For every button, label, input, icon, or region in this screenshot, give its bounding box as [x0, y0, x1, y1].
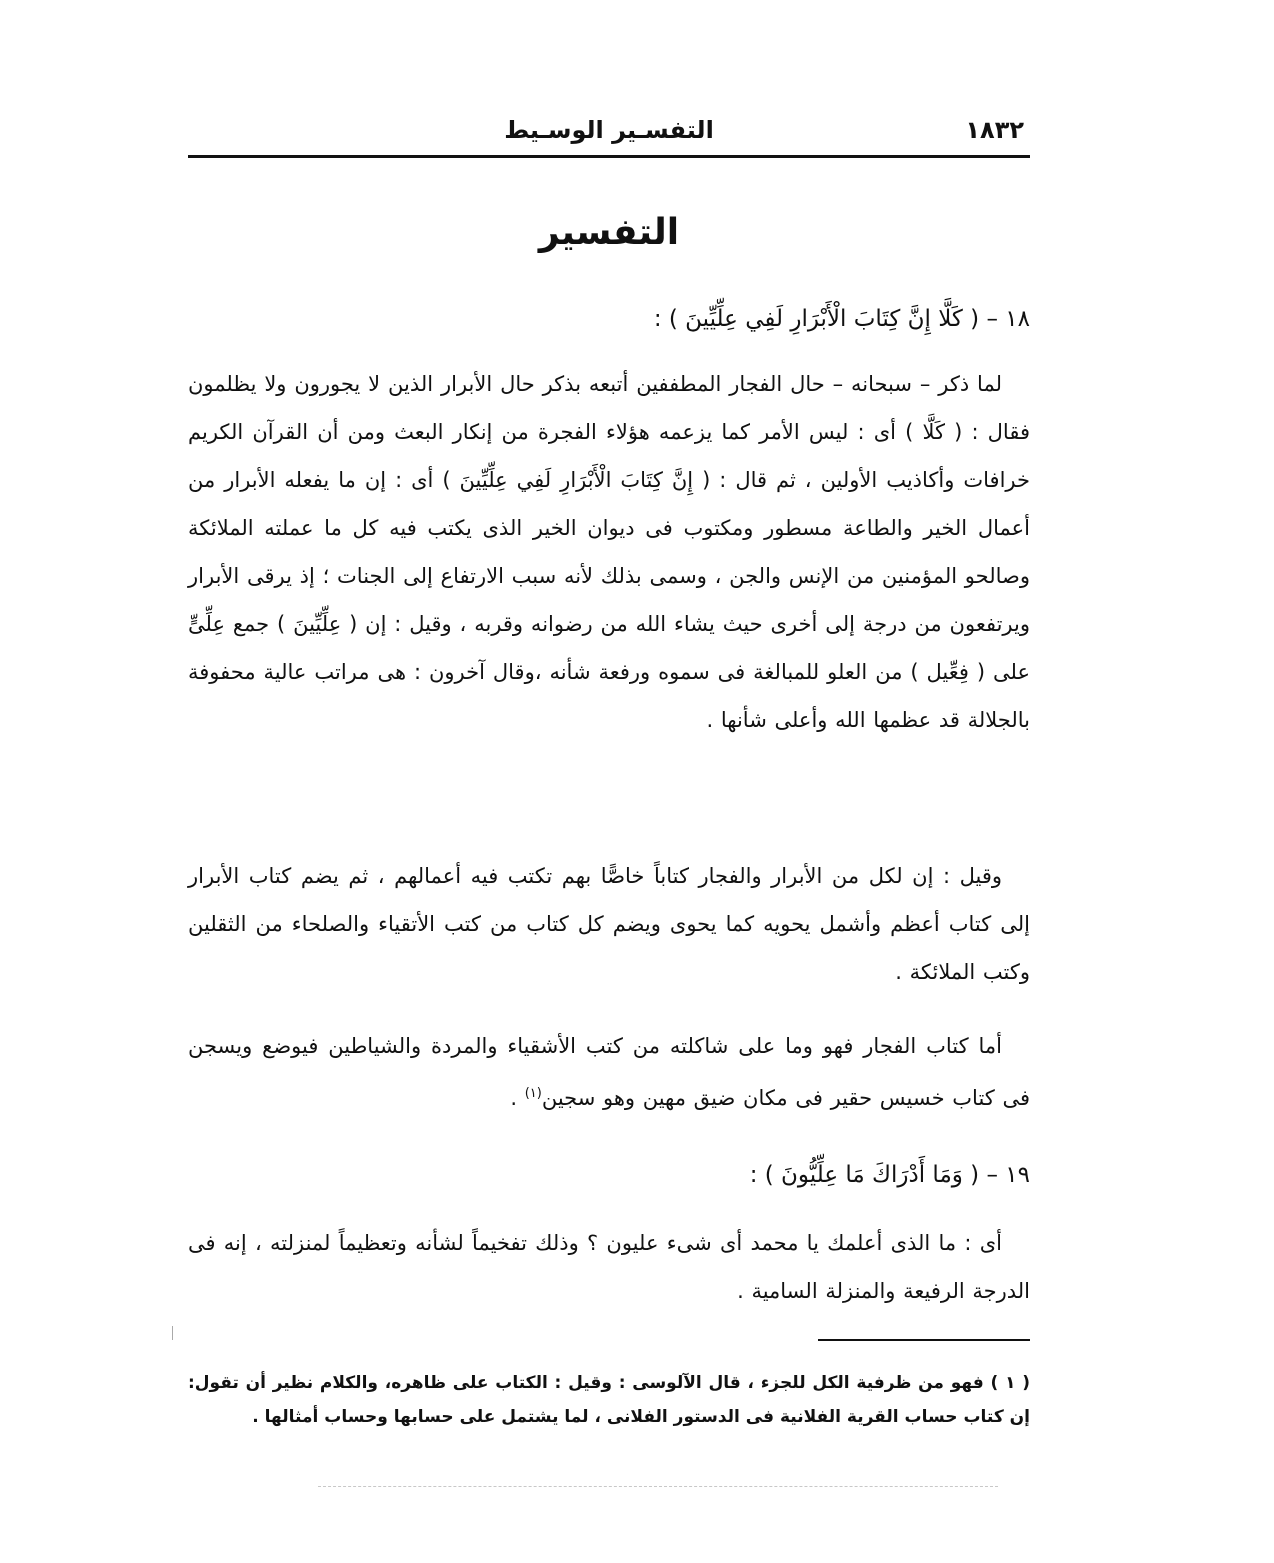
paragraph-3-end: . [510, 1086, 525, 1110]
header-rule [188, 155, 1030, 158]
verse-18-heading: ١٨ – ( كَلَّا إِنَّ كِتَابَ الْأَبْرَارِ لَفِي عِلِّيِّينَ ) : [653, 306, 1030, 332]
footnote-marker: (١) [524, 1086, 542, 1101]
commentary-paragraph-2: وقيل : إن لكل من الأبرار والفجار كتاباً خاصًّا بهم تكتب فيه أعمالهم ، ثم يضم كتاب الأبرار إلى كتاب أعظم وأشمل يحويه كما يحوى ويضم كل كتاب من كتب الأتقياء والصلحاء من الثقلين وكتب الملائكة . [188, 864, 1030, 984]
footnote-rule [818, 1339, 1030, 1341]
verse-19-heading: ١٩ – ( وَمَا أَدْرَاكَ مَا عِلِّيُّونَ ) : [749, 1162, 1030, 1188]
paragraph-3-text: أما كتاب الفجار فهو وما على شاكلته من كتب الأشقياء والمردة والشياطين فيوضع ويسجن فى كتاب خسيس حقير فى مكان ضيق مهين وهو سجين [188, 1034, 1030, 1110]
margin-mark [172, 1326, 173, 1340]
commentary-paragraph-4: أى : ما الذى أعلمك يا محمد أى شىء عليون ؟ وذلك تفخيماً لشأنه وتعظيماً لمنزلته ، إنه فى الدرجة الرفيعة والمنزلة السامية . [188, 1231, 1030, 1303]
commentary-paragraph-3 [188, 1022, 1030, 1122]
commentary-paragraph-1: لما ذكر – سبحانه – حال الفجار المطففين أتبعه بذكر حال الأبرار الذين لا يجورون ولا يظلمون فقال : ( كَلَّا ) أى : ليس الأمر كما يزعمه هؤلاء الفجرة من إنكار البعث ومن أن القرآن الكريم خرافات وأكاذيب الأولين ، ثم قال : ( إِنَّ كِتَابَ الْأَبْرَارِ لَفِي عِلِّيِّينَ ) أى : إن ما يفعله الأبرار من أعمال الخير والطاعة مسطور ومكتوب فى ديوان الخير الذى يكتب فيه كل ما عملته الملائكة وصالحو المؤمنين من الإنس والجن ، وسمى بذلك لأنه سبب الارتفاع إلى الجنات ؛ إذ يرقى الأبرار ويرتفعون من درجة إلى أخرى حيث يشاء الله من رضوانه وقربه ، وقيل : إن ( عِلِّيِّينَ ) جمع عِلِّىٍّ على ( فِعِّيل ) من العلو للمبالغة فى سموه ورفعة شأنه ،وقال آخرون : هى مراتب عالية محفوفة بالجلالة قد عظمها الله وأعلى شأنها . [188, 372, 1030, 732]
footnote-1: ( ١ ) فهو من ظرفية الكل للجزء ، قال الآلوسى : وقيل : الكتاب على ظاهره، والكلام نظير أن تقول: إن كتاب حساب القرية الفلانية فى الدستور الفلانى ، لما يشتمل على حسابها وحساب أمثالها . [188, 1373, 1030, 1427]
running-title: التفسـير الوسـيط [504, 116, 714, 144]
page-header [188, 112, 1030, 152]
section-title: التفسير [538, 212, 680, 253]
page-number: ١٨٣٢ [965, 116, 1024, 144]
bottom-scan-line [318, 1486, 998, 1487]
